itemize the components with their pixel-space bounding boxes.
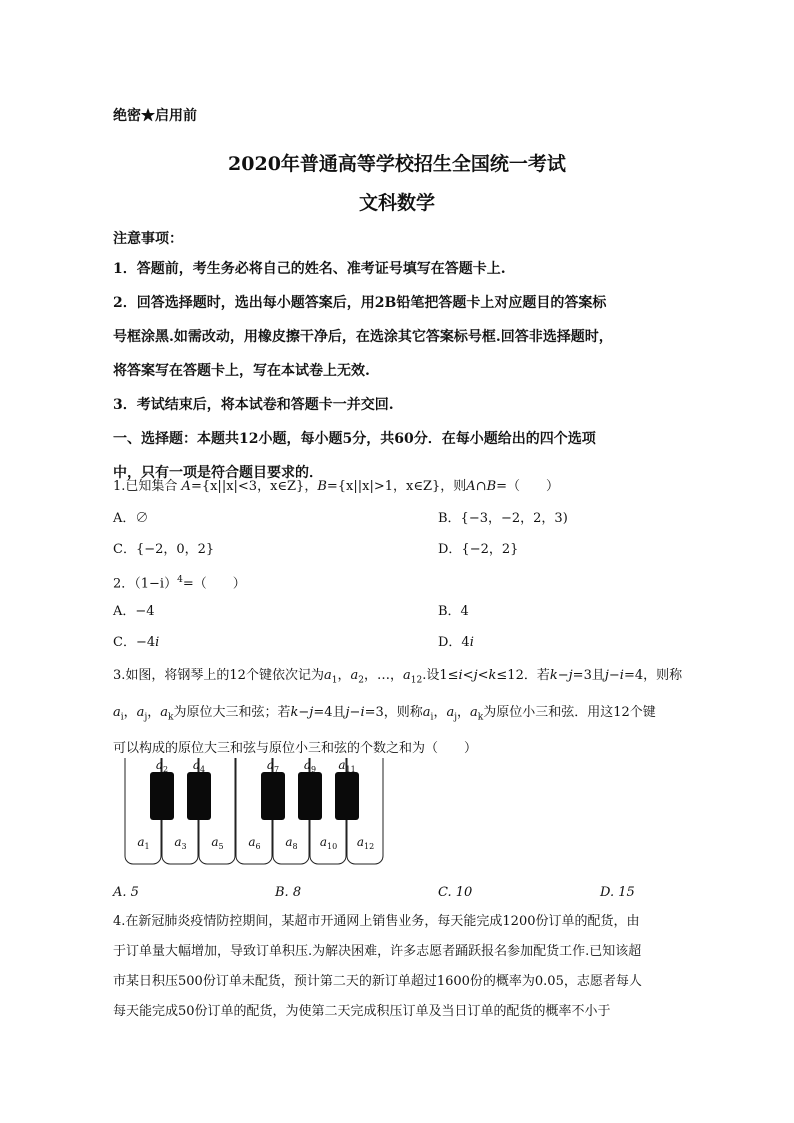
q3-option-d: D. 15 [600, 885, 635, 900]
exam-title: 2020年普通高等学校招生全国统一考试 [228, 153, 566, 175]
q2-option-b: B．4 [438, 604, 469, 619]
q1-option-b: B．{−3，−2，2，3) [438, 511, 568, 526]
notice-list [113, 252, 683, 490]
piano-keyboard-figure [124, 758, 396, 868]
white-key-label-a3: $a_3$ [174, 835, 187, 851]
notice-item-2-line-2: 号框涂黑.如需改动，用橡皮擦干净后，在选涂其它答案标号框.回答非选择题时， [113, 329, 613, 345]
q3-line-1: 3.如图，将钢琴上的12个键依次记为$a_1$，$a_2$，…，$a_{12}$.设1≤i<j<k≤12．若k−j=3且j−i=4，则称 [113, 668, 683, 686]
q2-option-c-text: C．−4 [113, 635, 156, 650]
notice-item-2-line-1: 2．回答选择题时，选出每小题答案后，用2B铅笔把答题卡上对应题目的答案标 [113, 295, 607, 311]
white-key-label-a8: $a_8$ [285, 835, 298, 851]
q4-line-4: 每天能完成50份订单的配货，为使第二天完成积压订单及当日订单的配货的概率不小于 [113, 1004, 611, 1019]
q2-text: 2．（1−i） [113, 576, 178, 592]
black-key-a4 [187, 772, 211, 820]
black-key-a7 [261, 772, 285, 820]
section-1-heading-line-1: 一、选择题：本题共12小题，每小题5分，共60分．在每小题给出的四个选项 [113, 431, 596, 447]
black-key-label-a4: $a_4$ [192, 758, 206, 774]
notice-item-2-line-3: 将答案写在答题卡上，写在本试卷上无效. [113, 363, 370, 379]
q1-option-a: A．∅ [113, 511, 149, 526]
q1-text: ={x||x|>1，x∈Z}，则 [326, 479, 467, 494]
exam-subtitle: 文科数学 [358, 192, 435, 214]
q1-text: 1.已知集合 [113, 479, 182, 494]
q3-option-c: C. 10 [438, 885, 473, 900]
white-key-label-a1: $a_1$ [137, 835, 150, 851]
question-2-stem [113, 571, 246, 593]
notice-item-1: 1．答题前，考生务必将自己的姓名、准考证号填写在答题卡上. [113, 261, 506, 277]
notice-heading: 注意事项： [113, 231, 183, 247]
q1-option-c: C．{−2，0，2} [113, 542, 215, 557]
white-key-label-a12: $a_{12}$ [356, 835, 375, 851]
q2-text: =（ ） [182, 576, 246, 592]
q2-option-a: A．−4 [113, 604, 155, 619]
section-1-heading-line-2: 中，只有一项是符合题目要求的． [113, 465, 323, 481]
white-key-label-a5: $a_5$ [211, 835, 224, 851]
q3-option-a: A. 5 [113, 885, 139, 900]
black-key-a11 [335, 772, 359, 820]
q1-cap-symbol: ∩ [475, 479, 487, 494]
q3-line-3: 可以构成的原位大三和弦与原位小三和弦的个数之和为（ ） [113, 741, 478, 757]
q1-text: ={x||x|<3，x∈Z}， [190, 479, 318, 494]
q1-text: =（ ） [496, 479, 560, 494]
q3-option-b: B. 8 [275, 885, 302, 900]
q2-option-d-text: D．4 [438, 635, 470, 650]
black-key-a9 [298, 772, 322, 820]
black-key-a2 [150, 772, 174, 820]
q2-option-d-i: i [469, 635, 474, 650]
white-key-label-a10: $a_{10}$ [319, 835, 338, 851]
black-key-label-a2: $a_2$ [155, 758, 169, 774]
q1-var-b: B [486, 479, 497, 494]
q1-var-a: A [181, 479, 191, 494]
notice-item-3: 3．考试结束后，将本试卷和答题卡一并交回. [113, 397, 394, 413]
q4-line-2: 于订单量大幅增加，导致订单积压.为解决困难，许多志愿者踊跃报名参加配货工作.已知该超 [113, 944, 642, 959]
black-key-label-a7: $a_7$ [266, 758, 280, 774]
black-key-label-a11: $a_{11}$ [338, 758, 356, 774]
question-4-stem [113, 907, 688, 1027]
question-3-stem [113, 660, 688, 764]
question-1-stem [113, 478, 683, 496]
q2-exponent: 4 [177, 575, 183, 585]
q1-var-b: B [317, 479, 327, 494]
q3-line-2: $a_i$，$a_j$，$a_k$为原位大三和弦；若k−j=4且j−i=3，则称$a_i$，$a_j$，$a_k$为原位小三和弦．用这12个键 [113, 704, 656, 723]
q1-var-a: A [466, 479, 476, 494]
q2-option-d [438, 634, 474, 652]
q4-line-3: 市某日积压500份订单未配货，预计第二天的新订单超过1600份的概率为0.05，志愿者每人 [113, 974, 642, 989]
q1-option-d: D．{−2，2} [438, 542, 519, 557]
q2-option-c-i: i [155, 635, 160, 650]
q4-line-1: 4.在新冠肺炎疫情防控期间，某超市开通网上销售业务，每天能完成1200份订单的配货，由 [113, 914, 640, 929]
confidential-label: 绝密★启用前 [113, 108, 197, 124]
q2-option-c [113, 634, 159, 652]
white-key-label-a6: $a_6$ [248, 835, 261, 851]
black-key-label-a9: $a_9$ [303, 758, 317, 774]
